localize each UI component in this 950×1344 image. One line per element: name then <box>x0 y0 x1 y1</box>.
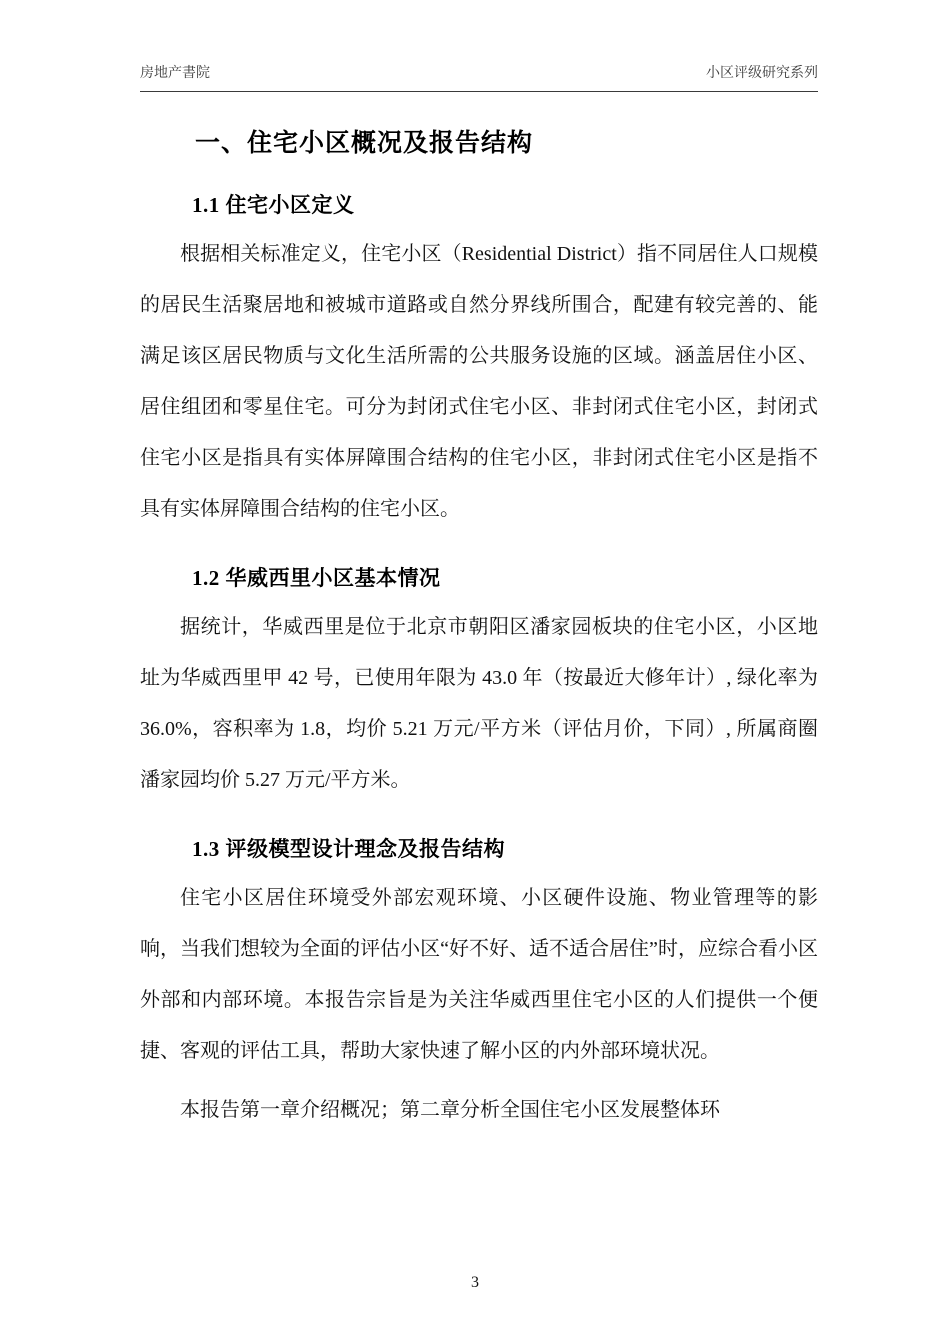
paragraph-basic-info: 据统计，华威西里是位于北京市朝阳区潘家园板块的住宅小区，小区地址为华威西里甲 42 号，已使用年限为 43.0 年（按最近大修年计）, 绿化率为 36.0%，容积率为 1.8，均价 5.21 万元/平方米（评估月价，下同）, 所属商圈潘家园均价 5.27 万元/平方米。 <box>140 616 818 791</box>
section-heading-1-2: 1.2 华威西里小区基本情况 <box>192 566 441 590</box>
section-heading-1-1: 1.1 住宅小区定义 <box>192 193 355 217</box>
paragraph-model-concept: 住宅小区居住环境受外部宏观环境、小区硬件设施、物业管理等的影响，当我们想较为全面的评估小区“好不好、适不适合居住”时，应综合看小区外部和内部环境。本报告宗旨是为关注华威西里住宅小区的人们提供一个便捷、客观的评估工具，帮助大家快速了解小区的内外部环境状况。 <box>140 887 818 1062</box>
paragraph-definition: 根据相关标准定义，住宅小区（Residential District）指不同居住人口规模的居民生活聚居地和被城市道路或自然分界线所围合，配建有较完善的、能满足该区居民物质与文化生活所需的公共服务设施的区域。涵盖居住小区、居住组团和零星住宅。可分为封闭式住宅小区、非封闭式住宅小区，封闭式住宅小区是指具有实体屏障围合结构的住宅小区，非封闭式住宅小区是指不具有实体屏障围合结构的住宅小区。 <box>140 243 818 520</box>
document-body <box>140 112 818 1136</box>
page-footer <box>0 1274 950 1292</box>
paragraph-report-structure: 本报告第一章介绍概况；第二章分析全国住宅小区发展整体环 <box>180 1099 720 1121</box>
page-header <box>140 62 818 92</box>
header-left-text: 房地产書院 <box>140 66 210 81</box>
header-right-text: 小区评级研究系列 <box>706 66 818 81</box>
section-heading-1-3: 1.3 评级模型设计理念及报告结构 <box>192 837 505 861</box>
chapter-title: 一、住宅小区概况及报告结构 <box>195 130 534 157</box>
page-number: 3 <box>471 1274 479 1291</box>
